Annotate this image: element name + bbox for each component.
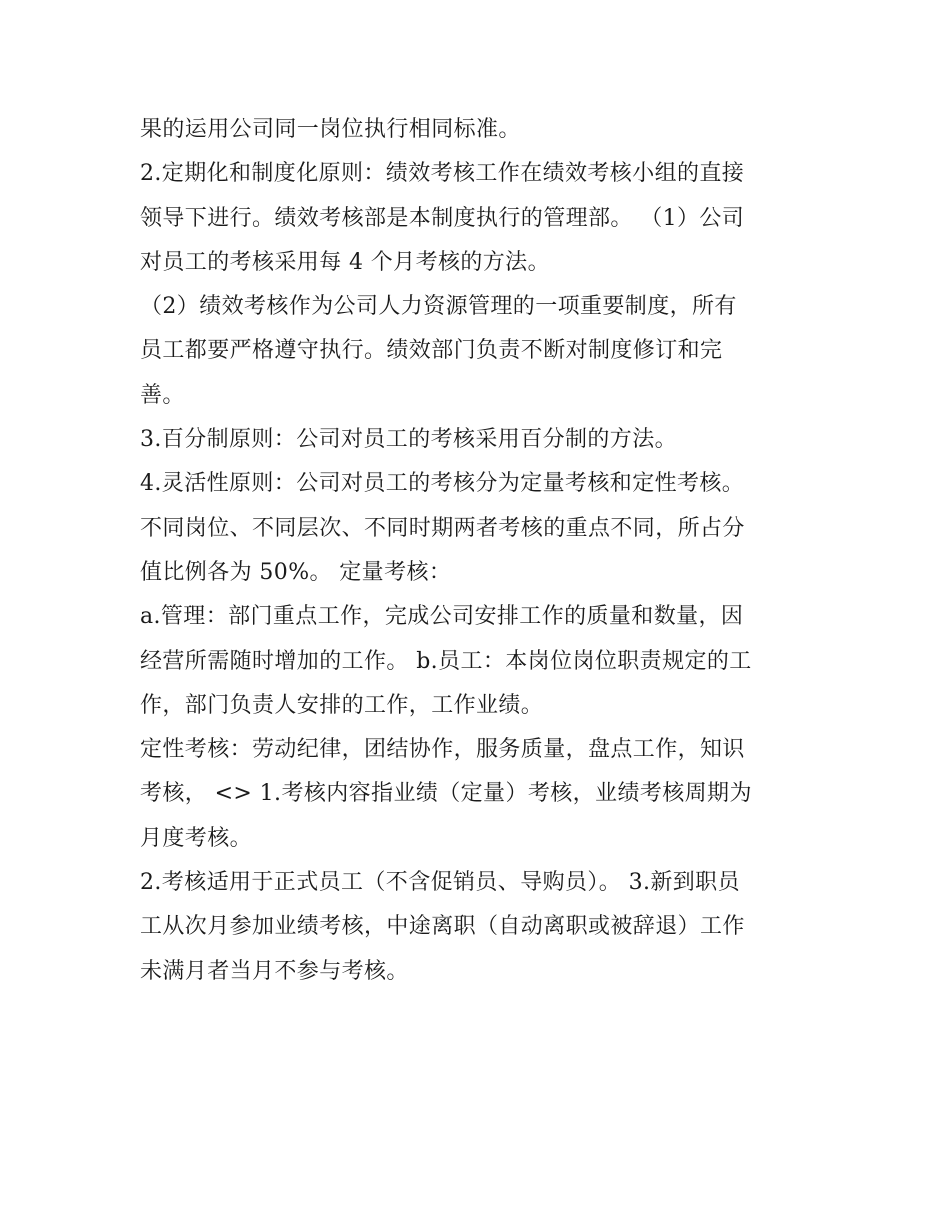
text-line: 对员工的考核采用每 4 个月考核的方法。	[140, 249, 550, 275]
text-line: 2.考核适用于正式员工（不含促销员、导购员）。 3.新到职员	[140, 870, 740, 896]
text-line: 工从次月参加业绩考核，中途离职（自动离职或被辞退）工作	[140, 914, 745, 940]
text-line: 经营所需随时增加的工作。 b.员工：本岗位岗位职责规定的工	[140, 648, 752, 674]
text-line: 果的运用公司同一岗位执行相同标准。	[140, 117, 521, 142]
text-line: 未满月者当月不参与考核。	[140, 958, 409, 984]
text-line: 领导下进行。绩效考核部是本制度执行的管理部。 （1）公司	[140, 205, 745, 231]
text-line: 3.百分制原则：公司对员工的考核采用百分制的方法。	[140, 427, 677, 453]
text-line: 值比例各为 50%。 定量考核：	[140, 559, 452, 585]
text-line: 4.灵活性原则：公司对员工的考核分为定量考核和定性考核。	[140, 471, 745, 497]
text-line: 考核， <> 1.考核内容指业绩（定量）考核，业绩考核周期为	[140, 781, 752, 807]
text-line: 2.定期化和制度化原则：绩效考核工作在绩效考核小组的直接	[140, 161, 745, 187]
text-line: a.管理：部门重点工作，完成公司安排工作的质量和数量，因	[140, 604, 744, 630]
text-line: 善。	[140, 382, 185, 408]
text-line: 定性考核：劳动纪律，团结协作，服务质量，盘点工作，知识	[140, 737, 745, 763]
text-line: 不同岗位、不同层次、不同时期两者考核的重点不同，所占分	[140, 515, 745, 541]
text-line: 作，部门负责人安排的工作，工作业绩。	[140, 692, 544, 718]
body-text	[140, 108, 820, 994]
text-line: 员工都要严格遵守执行。绩效部门负责不断对制度修订和完	[140, 338, 723, 364]
text-line: 月度考核。	[140, 825, 253, 851]
text-line: （2）绩效考核作为公司人力资源管理的一项重要制度，所有	[140, 294, 737, 320]
